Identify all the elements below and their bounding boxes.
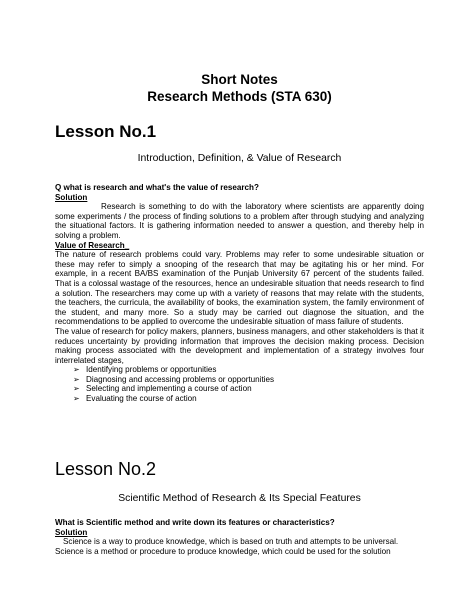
lesson2-solution-label: Solution [55, 527, 88, 537]
list-item: ➢ Diagnosing and accessing problems or opportunities [73, 374, 275, 384]
lesson2-line-2: Science is a method or procedure to produce knowledge, which could be used for the solution [55, 546, 391, 556]
value-of-research-paragraph-1: The nature of research problems could vary. Problems may refer to some undesirable situation or these may refer to simply a snooping of the research that may be agitating his or her mind. For example, in a recent BA/BS examination of the Punjab University 67 percent of the students failed. That is a colossal wastage of the resources, hence an undesirable situation that needs research to find a solution. The researchers may come up with a variety of reasons that may relate with the students, the teachers, the curricula, the availability of books, the examination system, the family environment of the student, and many more. So a study may be carried out diagnose the situation, and the recommendations to be applied to overcome the undesirable situation of mass failure of students. [55, 250, 424, 327]
arrow-bullet-icon: ➢ [73, 384, 80, 394]
lesson2-question: What is Scientific method and write down its features or characteristics? [55, 518, 335, 527]
document-subtitle: Research Methods (STA 630) [147, 89, 332, 104]
lesson2-line-1: Science is a way to produce knowledge, which is based on truth and attempts to be universal. [63, 537, 399, 547]
arrow-bullet-icon: ➢ [73, 394, 80, 404]
lesson1-solution-label: Solution [55, 192, 88, 202]
arrow-bullet-icon: ➢ [73, 365, 80, 375]
list-item: ➢ Evaluating the course of action [73, 394, 197, 404]
lesson1-solution-text: Research is something to do with the laboratory where scientists are apparently doing some experiments / the process of finding solutions to a problem after through studying and analyzing the situational factors. It is gathering information needed to answer a question, and thereby help in solving a problem. [55, 202, 424, 240]
lesson1-heading: Lesson No.1 [55, 122, 157, 141]
decision-stages-list [55, 365, 424, 403]
lesson2-heading: Lesson No.2 [55, 459, 157, 479]
document-page [55, 0, 424, 613]
lesson1-body [55, 183, 424, 404]
value-of-research-label: Value of Research_ [55, 240, 130, 250]
value-of-research-paragraph-2: The value of research for policy makers, planners, business managers, and other stakeholders is that it reduces uncertainty by providing information that improves the decision making process. Decision making process associated with the development and implementation of a strategy involves four interrelated stages, [55, 326, 424, 365]
list-item: ➢ Identifying problems or opportunities [73, 365, 217, 375]
list-item: ➢ Selecting and implementing a course of action [73, 384, 252, 394]
lesson1-topic: Introduction, Definition, & Value of Research [137, 153, 342, 164]
lesson1-question: Q what is research and what's the value of research? [55, 183, 259, 192]
lesson2-topic: Scientific Method of Research & Its Special Features [118, 493, 361, 504]
lesson2-body [55, 518, 424, 556]
arrow-bullet-icon: ➢ [73, 374, 80, 384]
document-title: Short Notes [201, 72, 278, 87]
